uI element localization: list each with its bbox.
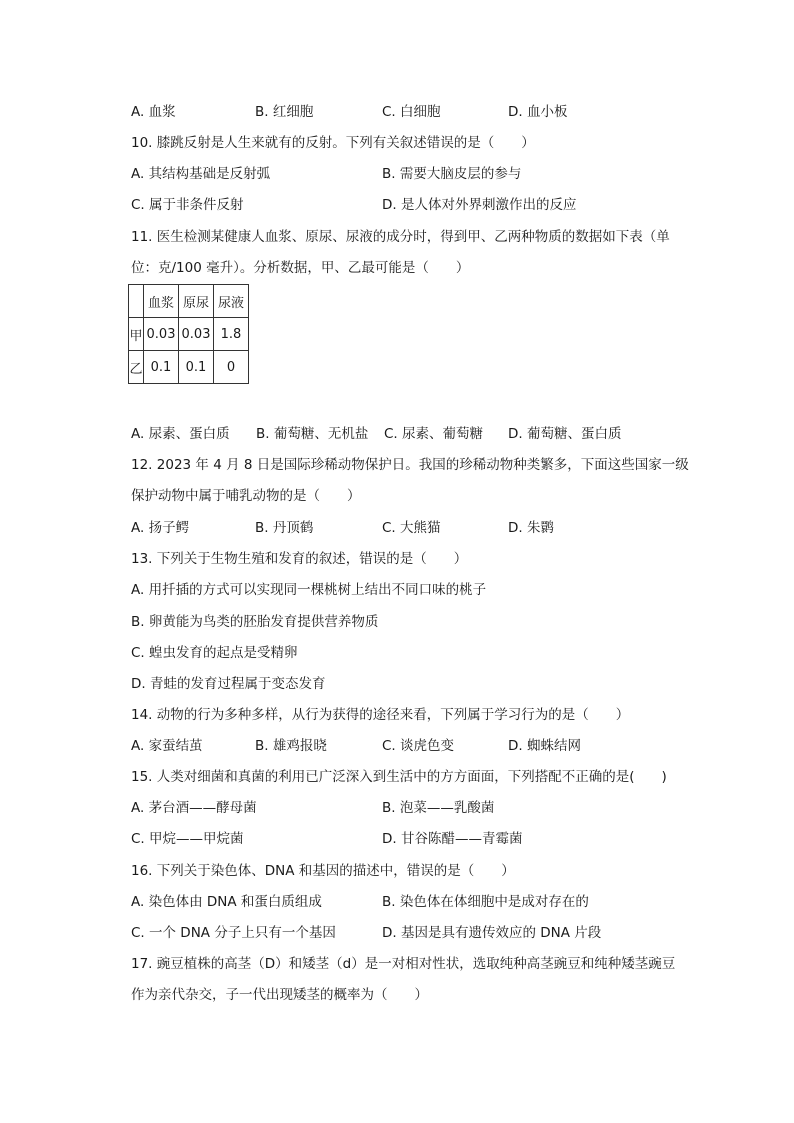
q12-stem-line1: 12. 2023 年 4 月 8 日是国际珍稀动物保护日。我国的珍稀动物种类繁多，下面这些国家一级 bbox=[131, 457, 689, 473]
data-table bbox=[128, 284, 249, 384]
q12-option-b: B. 丹顶鹤 bbox=[255, 520, 314, 536]
q15-option-a: A. 茅台酒——酵母菌 bbox=[131, 800, 257, 816]
table-row bbox=[129, 351, 249, 384]
q12-option-c: C. 大熊猫 bbox=[382, 520, 441, 536]
q14-option-b: B. 雄鸡报晓 bbox=[255, 738, 327, 754]
q15-option-b: B. 泡菜——乳酸菌 bbox=[382, 800, 495, 816]
q9-option-b: B. 红细胞 bbox=[255, 104, 314, 120]
q14-option-d: D. 蜘蛛结网 bbox=[508, 738, 581, 754]
q13-option-d: D. 青蛙的发育过程属于变态发育 bbox=[131, 676, 326, 692]
table-cell: 0.1 bbox=[144, 351, 179, 384]
q11-option-c: C. 尿素、葡萄糖 bbox=[384, 426, 484, 442]
q13-option-c: C. 蝗虫发育的起点是受精卵 bbox=[131, 645, 298, 661]
q10-option-d: D. 是人体对外界刺激作出的反应 bbox=[382, 197, 577, 213]
table-cell: 0.1 bbox=[179, 351, 214, 384]
q9-option-c: C. 白细胞 bbox=[382, 104, 441, 120]
table-cell: 1.8 bbox=[214, 318, 249, 351]
q14-stem: 14. 动物的行为多种多样，从行为获得的途径来看，下列属于学习行为的是（ ） bbox=[131, 707, 630, 723]
table-row bbox=[129, 318, 249, 351]
q16-option-c: C. 一个 DNA 分子上只有一个基因 bbox=[131, 925, 336, 941]
q15-option-d: D. 甘谷陈醋——青霉菌 bbox=[382, 831, 523, 847]
q10-option-c: C. 属于非条件反射 bbox=[131, 197, 244, 213]
table-row-label: 甲 bbox=[129, 318, 144, 351]
q14-option-c: C. 谈虎色变 bbox=[382, 738, 455, 754]
q10-stem: 10. 膝跳反射是人生来就有的反射。下列有关叙述错误的是（ ） bbox=[131, 135, 535, 151]
q9-option-d: D. 血小板 bbox=[508, 104, 568, 120]
q15-option-c: C. 甲烷——甲烷菌 bbox=[131, 831, 244, 847]
table-header-row bbox=[129, 285, 249, 318]
q14-option-a: A. 家蚕结茧 bbox=[131, 738, 203, 754]
q10-option-a: A. 其结构基础是反射弧 bbox=[131, 166, 271, 182]
table-header-primary-urine: 原尿 bbox=[179, 285, 214, 318]
table-row-label: 乙 bbox=[129, 351, 144, 384]
q11-option-b: B. 葡萄糖、无机盐 bbox=[256, 426, 369, 442]
table-corner-cell bbox=[129, 285, 144, 318]
q9-option-a: A. 血浆 bbox=[131, 104, 176, 120]
table-cell: 0 bbox=[214, 351, 249, 384]
q16-option-a: A. 染色体由 DNA 和蛋白质组成 bbox=[131, 894, 322, 910]
q13-option-a: A. 用扦插的方式可以实现同一棵桃树上结出不同口味的桃子 bbox=[131, 582, 487, 598]
q12-stem-line2: 保护动物中属于哺乳动物的是（ ） bbox=[131, 488, 361, 504]
table-header-plasma: 血浆 bbox=[144, 285, 179, 318]
table-cell: 0.03 bbox=[179, 318, 214, 351]
q13-stem: 13. 下列关于生物生殖和发育的叙述，错误的是（ ） bbox=[131, 551, 468, 567]
q16-stem: 16. 下列关于染色体、DNA 和基因的描述中，错误的是（ ） bbox=[131, 863, 515, 879]
q17-stem-line1: 17. 豌豆植株的高茎（D）和矮茎（d）是一对相对性状，选取纯种高茎豌豆和纯种矮茎豌豆 bbox=[131, 956, 676, 972]
q16-option-b: B. 染色体在体细胞中是成对存在的 bbox=[382, 894, 589, 910]
q11-option-a: A. 尿素、蛋白质 bbox=[131, 426, 230, 442]
q12-option-d: D. 朱鹮 bbox=[508, 520, 554, 536]
table-header-urine: 尿液 bbox=[214, 285, 249, 318]
table-cell: 0.03 bbox=[144, 318, 179, 351]
q11-stem-line2: 位：克/100 毫升）。分析数据，甲、乙最可能是（ ） bbox=[131, 260, 470, 276]
q13-option-b: B. 卵黄能为鸟类的胚胎发育提供营养物质 bbox=[131, 614, 379, 630]
q15-stem: 15. 人类对细菌和真菌的利用已广泛深入到生活中的方方面面，下列搭配不正确的是( ) bbox=[131, 769, 667, 785]
q16-option-d: D. 基因是具有遗传效应的 DNA 片段 bbox=[382, 925, 602, 941]
q10-option-b: B. 需要大脑皮层的参与 bbox=[382, 166, 522, 182]
q11-stem-line1: 11. 医生检测某健康人血浆、原尿、尿液的成分时，得到甲、乙两种物质的数据如下表（单 bbox=[131, 229, 670, 245]
q12-option-a: A. 扬子鳄 bbox=[131, 520, 190, 536]
q11-option-d: D. 葡萄糖、蛋白质 bbox=[508, 426, 622, 442]
q17-stem-line2: 作为亲代杂交，子一代出现矮茎的概率为（ ） bbox=[131, 987, 428, 1003]
